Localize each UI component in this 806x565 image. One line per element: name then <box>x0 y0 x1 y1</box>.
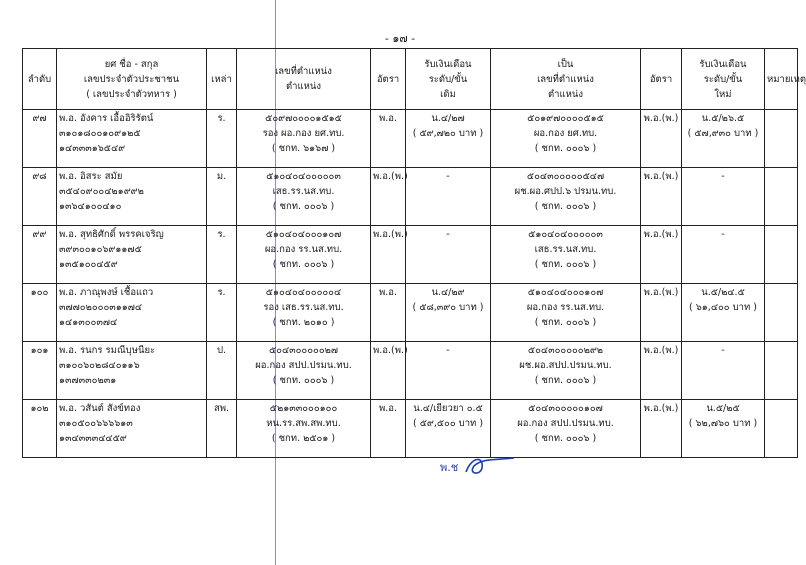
new-position-cell: ๕๐๔๓๐๐๐๐๐๕๔๗ ผช.ผอ.ศปป.๖ ปรมน.ทบ. ( ชกท. ๐๐๐๖ ) <box>491 168 641 226</box>
new-rate-cell: พ.อ.(พ.) <box>641 168 682 226</box>
table-header <box>23 49 806 110</box>
salary-new-cell: - <box>682 226 765 284</box>
table-body <box>23 110 798 458</box>
branch-cell: ร. <box>207 284 237 342</box>
position-cell: ๕๐๙๗๐๐๐๐๑๕๑๕ รอง ผอ.กอง ยศ.ทบ. ( ชกท. ๖๑๖๗ ) <box>237 110 371 168</box>
salary-old-cell: - <box>406 342 491 400</box>
name-cell: พ.อ. สุทธิศักดิ์ พรรคเจริญ ๓๙๓๐๐๑๐๖๙๑๑๗๕ ๑๓๕๑๐๐๔๕๙ <box>57 226 207 284</box>
branch-cell: ร. <box>207 226 237 284</box>
header-salary-new: รับเงินเดือน ระดับ/ขั้น ใหม่ <box>682 49 765 110</box>
table-row <box>23 284 798 342</box>
header-new-rate: อัตรา <box>641 49 682 110</box>
new-position-cell: ๕๑๐๔๐๔๐๐๐๑๐๗ ผอ.กอง รร.นส.ทบ. ( ชกท. ๐๐๐๖ ) <box>491 284 641 342</box>
new-rate-cell: พ.อ.(พ.) <box>641 342 682 400</box>
branch-cell: ป. <box>207 342 237 400</box>
position-cell: ๕๑๐๔๐๔๐๐๐๐๐๔ รอง เสธ.รร.นส.ทบ. ( ชกท. ๒๐๑๐ ) <box>237 284 371 342</box>
header-name: ยศ ชื่อ - สกุล เลขประจำตัวประชาชน ( เลขประจำตัวทหาร ) <box>57 49 207 110</box>
new-rate-cell: พ.อ.(พ.) <box>641 284 682 342</box>
rate-cell: พ.อ. <box>371 400 406 458</box>
new-position-cell: ๕๐๑๙๗๐๐๐๐๕๑๕ ผอ.กอง ยศ.ทบ. ( ชกท. ๐๐๐๖ ) <box>491 110 641 168</box>
salary-new-cell: น.๕/๒๖.๕ ( ๕๗,๙๓๐ บาท ) <box>682 110 765 168</box>
remark-cell <box>765 400 798 458</box>
name-cell: พ.อ. อิสระ สมัย ๓๕๔๐๙๐๐๔๒๑๙๙๒ ๑๓๖๔๑๐๐๔๑๐ <box>57 168 207 226</box>
salary-new-cell: น.๕/๒๕ ( ๖๒,๗๖๐ บาท ) <box>682 400 765 458</box>
remark-cell <box>765 226 798 284</box>
branch-cell: ร. <box>207 110 237 168</box>
new-rate-cell: พ.อ.(พ.) <box>641 110 682 168</box>
order-cell: ๙๘ <box>23 168 57 226</box>
table-row <box>23 168 798 226</box>
header-remark: หมายเหตุ <box>765 49 798 110</box>
branch-cell: ม. <box>207 168 237 226</box>
position-cell: ๕๑๐๔๐๔๐๐๐๐๐๓ เสธ.รร.นส.ทบ. ( ชกท. ๐๐๐๖ ) <box>237 168 371 226</box>
salary-old-cell: น.๔/๒๗ ( ๕๙,๗๒๐ บาท ) <box>406 110 491 168</box>
position-cell: ๕๒๑๓๓๐๐๐๑๐๐ หน.รร.สพ.สพ.ทบ. ( ชกท. ๒๕๐๑ ) <box>237 400 371 458</box>
salary-old-cell: - <box>406 226 491 284</box>
name-cell: พ.อ. วสันต์ สังข์ทอง ๓๑๐๕๐๐๖๖๖๖๑๓ ๑๓๔๓๓๓๔๔๕๙ <box>57 400 207 458</box>
name-cell: พ.อ. อังคาร เอื้ออิริรัตน์ ๓๑๐๑๘๐๐๑๐๙๑๒๕ ๑๔๓๓๓๑๖๕๔๙ <box>57 110 207 168</box>
order-cell: ๑๐๑ <box>23 342 57 400</box>
table-row <box>23 400 798 458</box>
order-cell: ๑๐๐ <box>23 284 57 342</box>
header-salary-old: รับเงินเดือน ระดับ/ขั้น เดิม <box>406 49 491 110</box>
remark-cell <box>765 110 798 168</box>
rate-cell: พ.อ.(พ.) <box>371 168 406 226</box>
salary-old-cell: - <box>406 168 491 226</box>
remark-cell <box>765 168 798 226</box>
signature-mark <box>438 452 518 480</box>
name-cell: พ.อ. ภาณุพงษ์ เชื้อแถว ๓๗๗๐๒๐๐๐๓๑๑๗๔ ๑๔๑๓๐๐๓๗๔ <box>57 284 207 342</box>
table-row <box>23 110 798 168</box>
page-number: - ๑๗ - <box>384 32 416 45</box>
rate-cell: พ.อ.(พ.) <box>371 342 406 400</box>
position-cell: ๕๐๔๓๐๐๐๐๐๒๗ ผอ.กอง สปป.ปรมน.ทบ. ( ชกท. ๐๐๐๖ ) <box>237 342 371 400</box>
new-rate-cell: พ.อ.(พ.) <box>641 400 682 458</box>
header-rate: อัตรา <box>371 49 406 110</box>
position-cell: ๕๑๐๔๐๔๐๐๐๑๐๗ ผอ.กอง รร.นส.ทบ. ( ชกท. ๐๐๐๖ ) <box>237 226 371 284</box>
new-position-cell: ๕๑๐๔๐๔๐๐๐๐๐๓ เสธ.รร.นส.ทบ. ( ชกท. ๐๐๐๖ ) <box>491 226 641 284</box>
rate-cell: พ.อ. <box>371 284 406 342</box>
table-row <box>23 342 798 400</box>
rate-cell: พ.อ. <box>371 110 406 168</box>
new-position-cell: ๕๐๔๓๐๐๐๐๐๒๙๒ ผช.ผอ.สปป.ปรมน.ทบ. ( ชกท. ๐๐๐๖ ) <box>491 342 641 400</box>
header-branch: เหล่า <box>207 49 237 110</box>
salary-old-cell: น.๔/๒๙ ( ๕๘,๓๙๐ บาท ) <box>406 284 491 342</box>
header-new-position: เป็น เลขที่ตำแหน่ง ตำแหน่ง <box>491 49 641 110</box>
order-cell: ๑๐๒ <box>23 400 57 458</box>
signature-stroke <box>466 458 514 473</box>
new-position-cell: ๕๐๔๓๐๐๐๐๐๑๐๗ ผอ.กอง สปป.ปรมน.ทบ. ( ชกท. ๐๐๐๖ ) <box>491 400 641 458</box>
rate-cell: พ.อ.(พ.) <box>371 226 406 284</box>
signature-initials: พ.ช <box>440 461 459 474</box>
salary-new-cell: - <box>682 342 765 400</box>
order-cell: ๙๙ <box>23 226 57 284</box>
table-row <box>23 226 798 284</box>
salary-old-cell: น.๔/เยียวยา ๐.๕ ( ๕๙,๕๐๐ บาท ) <box>406 400 491 458</box>
branch-cell: สพ. <box>207 400 237 458</box>
remark-cell <box>765 342 798 400</box>
header-position: เลขที่ตำแหน่ง ตำแหน่ง <box>237 49 371 110</box>
remark-cell <box>765 284 798 342</box>
new-rate-cell: พ.อ.(พ.) <box>641 226 682 284</box>
salary-new-cell: น.๕/๒๔.๕ ( ๖๑,๔๐๐ บาท ) <box>682 284 765 342</box>
order-cell: ๙๗ <box>23 110 57 168</box>
personnel-table <box>22 48 806 458</box>
name-cell: พ.อ. รนกร รมณีบุษนียะ ๓๑๐๐๖๐๒๘๔๐๑๑๖ ๑๓๗๓๓๐๒๓๑ <box>57 342 207 400</box>
header-order: ลำดับ <box>23 49 57 110</box>
salary-new-cell: - <box>682 168 765 226</box>
